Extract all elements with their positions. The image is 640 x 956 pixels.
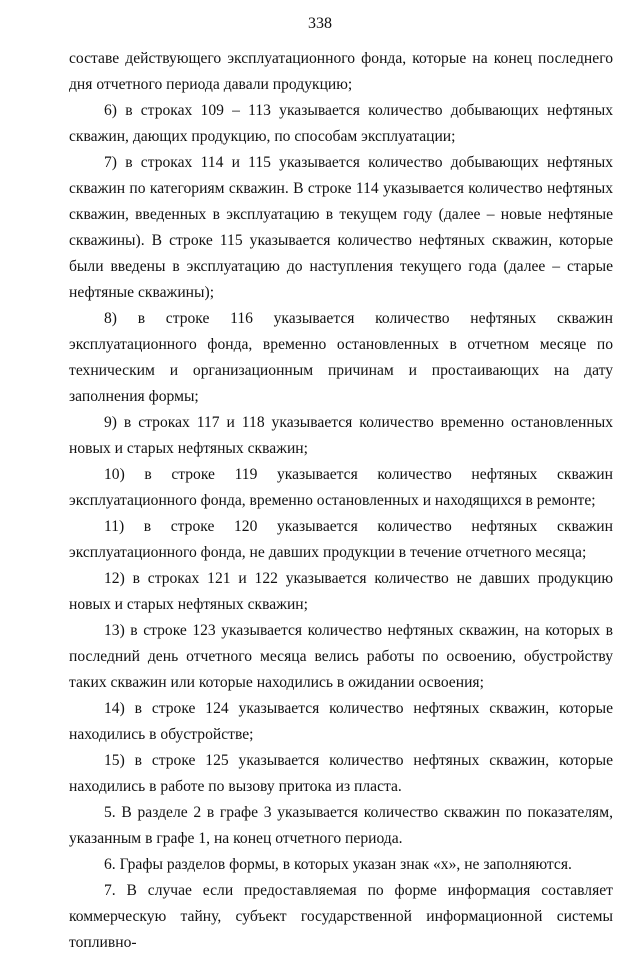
paragraph-item-14: 14) в строке 124 указывается количество нефтяных скважин, которые находились в обустройстве; [69,700,613,743]
paragraph-section-6: 6. Графы разделов формы, в которых указан знак «х», не заполняются. [104,856,572,873]
paragraph-item-10: 10) в строке 119 указывается количество нефтяных скважин эксплуатационного фонда, временно остановленных и находящихся в ремонте; [69,466,613,509]
paragraph-item-7: 7) в строках 114 и 115 указывается количество добывающих нефтяных скважин по категориям скважин. В строке 114 указывается количество нефтяных скважин, введенных в эксплуатацию в текущем году (далее – новые нефтяные скважины). В строке 115 указывается количество нефтяных скважин, которые были введены в эксплуатацию до наступления текущего года (далее – старые нефтяные скважины); [69,154,613,301]
page-number: 338 [308,15,332,32]
paragraph-section-7: 7. В случае если предоставляемая по форме информация составляет коммерческую тайну, субъект государственной информационной системы топливно- [69,882,613,951]
paragraph-item-11: 11) в строке 120 указывается количество нефтяных скважин эксплуатационного фонда, не давших продукции в течение отчетного месяца; [69,518,613,561]
paragraph-item-12: 12) в строках 121 и 122 указывается количество не давших продукцию новых и старых нефтяных скважин; [69,570,613,613]
paragraph-item-6: 6) в строках 109 – 113 указывается количество добывающих нефтяных скважин, дающих продукцию, по способам эксплуатации; [69,102,613,145]
paragraph-item-8: 8) в строке 116 указывается количество нефтяных скважин эксплуатационного фонда, временно остановленных в отчетном месяце по техническим и организационным причинам и простаивающих на дату заполнения формы; [69,310,613,405]
paragraph-continuation: составе действующего эксплуатационного фонда, которые на конец последнего дня отчетного периода давали продукцию; [69,50,613,93]
paragraph-item-9: 9) в строках 117 и 118 указывается количество временно остановленных новых и старых нефтяных скважин; [69,414,613,457]
document-body [69,46,613,956]
paragraph-item-15: 15) в строке 125 указывается количество нефтяных скважин, которые находились в работе по вызову притока из пласта. [69,752,613,795]
paragraph-item-13: 13) в строке 123 указывается количество нефтяных скважин, на которых в последний день отчетного месяца велись работы по освоению, обустройству таких скважин или которые находились в ожидании освоения; [69,622,613,691]
paragraph-section-5: 5. В разделе 2 в графе 3 указывается количество скважин по показателям, указанным в графе 1, на конец отчетного периода. [69,804,613,847]
